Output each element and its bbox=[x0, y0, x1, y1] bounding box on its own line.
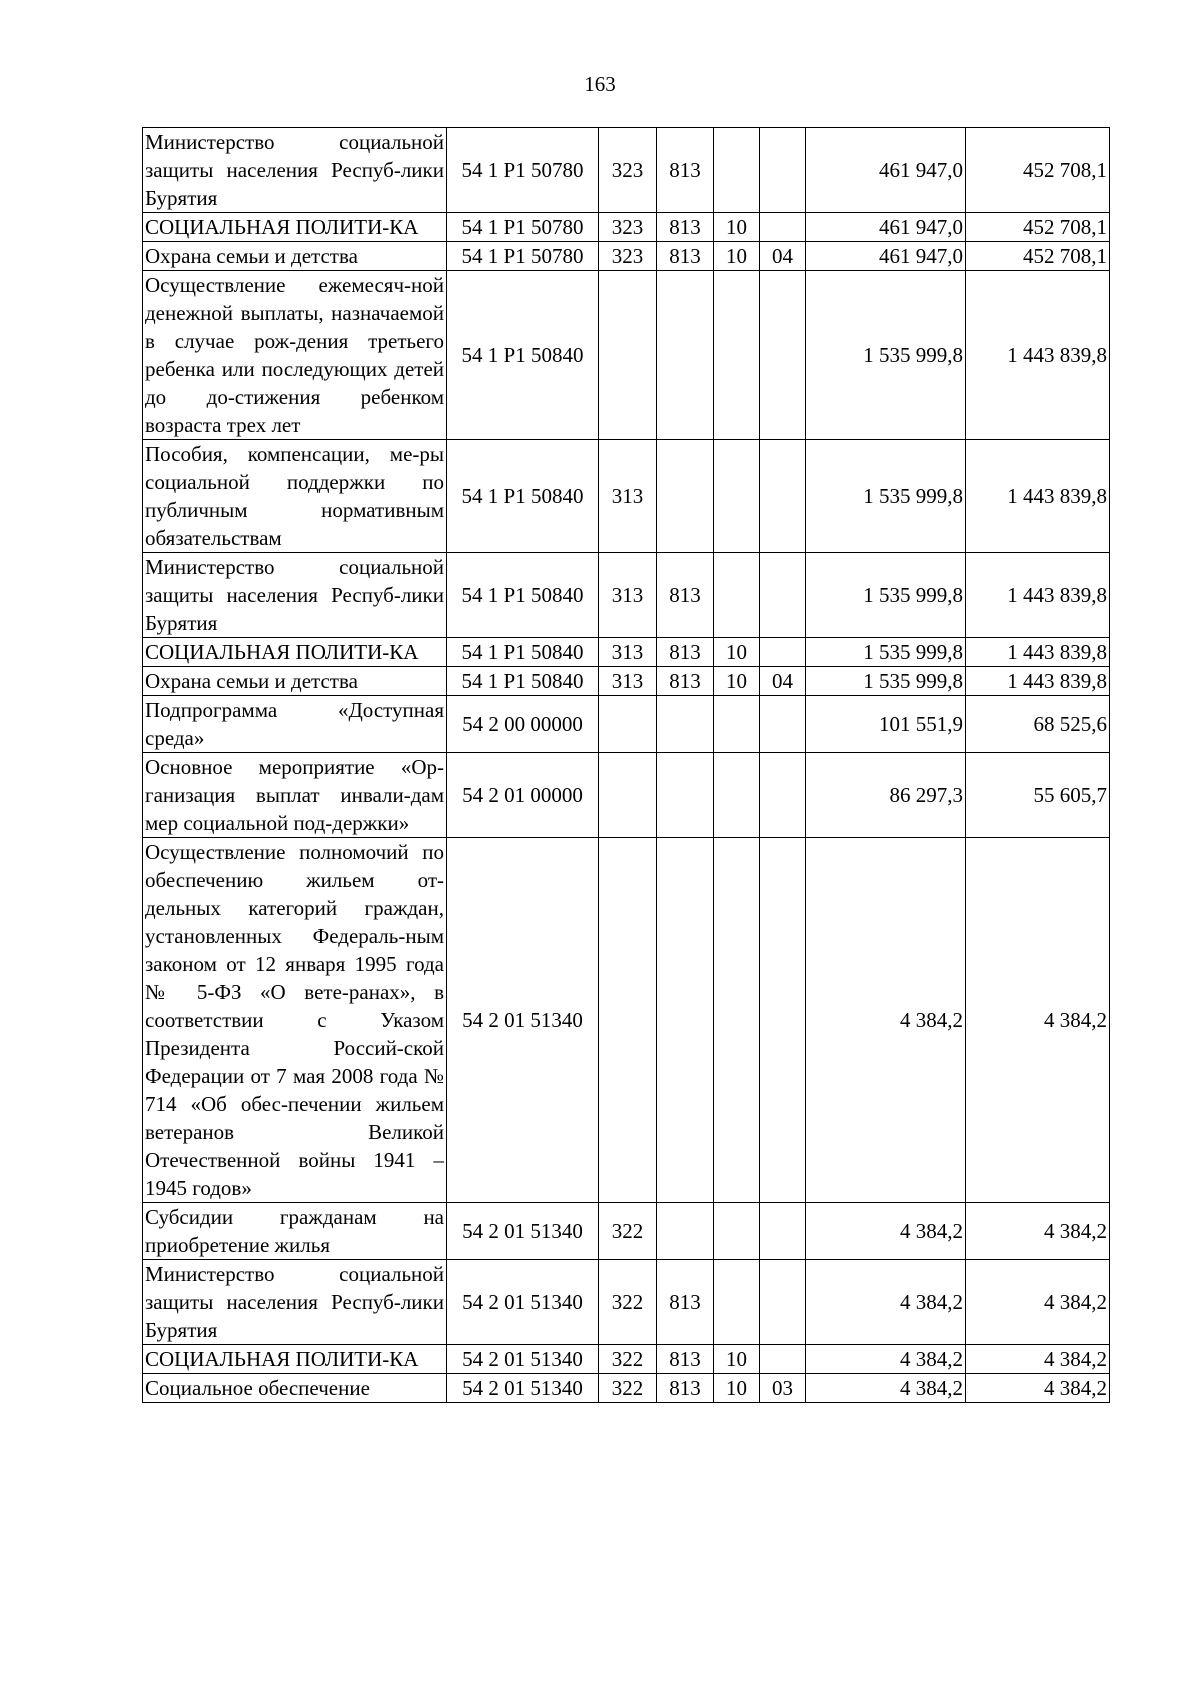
subsection-code-cell: 04 bbox=[760, 667, 806, 696]
row-name-cell: Министерство социальной защиты населения Респуб-лики Бурятия bbox=[143, 553, 447, 638]
target-article-code-cell: 54 1 P1 50840 bbox=[447, 440, 599, 553]
subsection-code-cell bbox=[760, 838, 806, 1203]
target-article-code-cell: 54 2 01 00000 bbox=[447, 753, 599, 838]
amount-year-2-cell: 4 384,2 bbox=[966, 1345, 1110, 1374]
administrator-code-cell: 813 bbox=[657, 128, 714, 213]
table-row bbox=[143, 696, 1110, 753]
amount-year-2-cell: 452 708,1 bbox=[966, 128, 1110, 213]
subsection-code-cell bbox=[760, 696, 806, 753]
amount-year-1-cell: 1 535 999,8 bbox=[806, 440, 966, 553]
subsection-code-cell bbox=[760, 271, 806, 440]
subsection-code-cell: 03 bbox=[760, 1374, 806, 1403]
expense-type-cell: 322 bbox=[599, 1345, 657, 1374]
subsection-code-cell bbox=[760, 638, 806, 667]
amount-year-1-cell: 461 947,0 bbox=[806, 128, 966, 213]
row-name-cell: Осуществление полномочий по обеспечению жильем от-дельных категорий граждан, установленных Федераль-ным законом от 12 января 1995 года № 5-ФЗ «О вете-ранах», в соответствии с Указом Президента Россий-ской Федерации от 7 мая 2008 года № 714 «Об обес-печении жильем ветеранов Великой Отечественной войны 1941 – 1945 годов» bbox=[143, 838, 447, 1203]
target-article-code-cell: 54 1 P1 50840 bbox=[447, 667, 599, 696]
table-row bbox=[143, 553, 1110, 638]
administrator-code-cell: 813 bbox=[657, 213, 714, 242]
subsection-code-cell bbox=[760, 128, 806, 213]
administrator-code-cell bbox=[657, 753, 714, 838]
amount-year-2-cell: 55 605,7 bbox=[966, 753, 1110, 838]
section-code-cell bbox=[714, 838, 760, 1203]
amount-year-1-cell: 4 384,2 bbox=[806, 838, 966, 1203]
amount-year-2-cell: 4 384,2 bbox=[966, 1203, 1110, 1260]
row-name-cell: СОЦИАЛЬНАЯ ПОЛИТИ-КА bbox=[143, 638, 447, 667]
subsection-code-cell bbox=[760, 553, 806, 638]
amount-year-2-cell: 4 384,2 bbox=[966, 1260, 1110, 1345]
row-name-cell: Субсидии гражданам на приобретение жилья bbox=[143, 1203, 447, 1260]
expense-type-cell: 313 bbox=[599, 553, 657, 638]
row-name-cell: СОЦИАЛЬНАЯ ПОЛИТИ-КА bbox=[143, 1345, 447, 1374]
amount-year-2-cell: 452 708,1 bbox=[966, 242, 1110, 271]
section-code-cell: 10 bbox=[714, 213, 760, 242]
administrator-code-cell bbox=[657, 271, 714, 440]
amount-year-1-cell: 461 947,0 bbox=[806, 213, 966, 242]
amount-year-1-cell: 1 535 999,8 bbox=[806, 553, 966, 638]
row-name-cell: Охрана семьи и детства bbox=[143, 667, 447, 696]
expense-type-cell: 322 bbox=[599, 1374, 657, 1403]
amount-year-2-cell: 1 443 839,8 bbox=[966, 553, 1110, 638]
target-article-code-cell: 54 2 01 51340 bbox=[447, 838, 599, 1203]
row-name-cell: Осуществление ежемесяч-ной денежной выплаты, назначаемой в случае рож-дения третьего ребенка или последующих детей до до-стижения ребенком возраста трех лет bbox=[143, 271, 447, 440]
section-code-cell bbox=[714, 1203, 760, 1260]
administrator-code-cell: 813 bbox=[657, 553, 714, 638]
amount-year-1-cell: 1 535 999,8 bbox=[806, 667, 966, 696]
section-code-cell bbox=[714, 553, 760, 638]
section-code-cell bbox=[714, 440, 760, 553]
target-article-code-cell: 54 2 01 51340 bbox=[447, 1374, 599, 1403]
amount-year-1-cell: 4 384,2 bbox=[806, 1374, 966, 1403]
administrator-code-cell: 813 bbox=[657, 242, 714, 271]
expense-type-cell: 322 bbox=[599, 1260, 657, 1345]
amount-year-2-cell: 452 708,1 bbox=[966, 213, 1110, 242]
table-row bbox=[143, 128, 1110, 213]
row-name-cell: Подпрограмма «Доступная среда» bbox=[143, 696, 447, 753]
target-article-code-cell: 54 2 01 51340 bbox=[447, 1345, 599, 1374]
section-code-cell: 10 bbox=[714, 1345, 760, 1374]
table-row bbox=[143, 1203, 1110, 1260]
table-body bbox=[143, 128, 1110, 1403]
target-article-code-cell: 54 1 P1 50840 bbox=[447, 553, 599, 638]
target-article-code-cell: 54 1 P1 50780 bbox=[447, 213, 599, 242]
target-article-code-cell: 54 1 P1 50780 bbox=[447, 128, 599, 213]
expense-type-cell bbox=[599, 271, 657, 440]
subsection-code-cell bbox=[760, 1203, 806, 1260]
amount-year-2-cell: 1 443 839,8 bbox=[966, 667, 1110, 696]
expense-type-cell: 323 bbox=[599, 242, 657, 271]
section-code-cell: 10 bbox=[714, 242, 760, 271]
target-article-code-cell: 54 2 01 51340 bbox=[447, 1260, 599, 1345]
row-name-cell: Охрана семьи и детства bbox=[143, 242, 447, 271]
amount-year-1-cell: 4 384,2 bbox=[806, 1203, 966, 1260]
amount-year-1-cell: 4 384,2 bbox=[806, 1260, 966, 1345]
expense-type-cell: 323 bbox=[599, 213, 657, 242]
target-article-code-cell: 54 1 P1 50840 bbox=[447, 638, 599, 667]
expense-type-cell: 323 bbox=[599, 128, 657, 213]
target-article-code-cell: 54 2 01 51340 bbox=[447, 1203, 599, 1260]
table-row bbox=[143, 638, 1110, 667]
table-row bbox=[143, 753, 1110, 838]
amount-year-1-cell: 101 551,9 bbox=[806, 696, 966, 753]
amount-year-1-cell: 4 384,2 bbox=[806, 1345, 966, 1374]
amount-year-1-cell: 461 947,0 bbox=[806, 242, 966, 271]
table-row bbox=[143, 242, 1110, 271]
page-number: 163 bbox=[584, 72, 616, 96]
section-code-cell: 10 bbox=[714, 667, 760, 696]
amount-year-1-cell: 86 297,3 bbox=[806, 753, 966, 838]
table-row bbox=[143, 1374, 1110, 1403]
administrator-code-cell: 813 bbox=[657, 1260, 714, 1345]
subsection-code-cell: 04 bbox=[760, 242, 806, 271]
administrator-code-cell: 813 bbox=[657, 638, 714, 667]
subsection-code-cell bbox=[760, 1345, 806, 1374]
section-code-cell bbox=[714, 271, 760, 440]
amount-year-2-cell: 1 443 839,8 bbox=[966, 638, 1110, 667]
subsection-code-cell bbox=[760, 753, 806, 838]
row-name-cell: Основное мероприятие «Ор-ганизация выплат инвали-дам мер социальной под-держки» bbox=[143, 753, 447, 838]
table-row bbox=[143, 838, 1110, 1203]
administrator-code-cell bbox=[657, 696, 714, 753]
amount-year-1-cell: 1 535 999,8 bbox=[806, 638, 966, 667]
subsection-code-cell bbox=[760, 1260, 806, 1345]
table-row bbox=[143, 271, 1110, 440]
expense-type-cell bbox=[599, 838, 657, 1203]
amount-year-2-cell: 4 384,2 bbox=[966, 838, 1110, 1203]
administrator-code-cell: 813 bbox=[657, 1345, 714, 1374]
row-name-cell: Пособия, компенсации, ме-ры социальной поддержки по публичным нормативным обязательствам bbox=[143, 440, 447, 553]
table-row bbox=[143, 440, 1110, 553]
subsection-code-cell bbox=[760, 440, 806, 553]
row-name-cell: Социальное обеспечение bbox=[143, 1374, 447, 1403]
expense-type-cell: 313 bbox=[599, 440, 657, 553]
table-row bbox=[143, 667, 1110, 696]
target-article-code-cell: 54 2 00 00000 bbox=[447, 696, 599, 753]
administrator-code-cell: 813 bbox=[657, 667, 714, 696]
expense-type-cell: 313 bbox=[599, 638, 657, 667]
budget-table bbox=[142, 127, 1110, 1403]
administrator-code-cell bbox=[657, 440, 714, 553]
amount-year-2-cell: 4 384,2 bbox=[966, 1374, 1110, 1403]
administrator-code-cell bbox=[657, 838, 714, 1203]
expense-type-cell bbox=[599, 753, 657, 838]
table-row bbox=[143, 213, 1110, 242]
section-code-cell bbox=[714, 753, 760, 838]
section-code-cell bbox=[714, 1260, 760, 1345]
table-row bbox=[143, 1345, 1110, 1374]
administrator-code-cell bbox=[657, 1203, 714, 1260]
expense-type-cell bbox=[599, 696, 657, 753]
target-article-code-cell: 54 1 P1 50840 bbox=[447, 271, 599, 440]
amount-year-2-cell: 1 443 839,8 bbox=[966, 440, 1110, 553]
table-row bbox=[143, 1260, 1110, 1345]
section-code-cell bbox=[714, 128, 760, 213]
row-name-cell: Министерство социальной защиты населения Респуб-лики Бурятия bbox=[143, 128, 447, 213]
section-code-cell: 10 bbox=[714, 638, 760, 667]
expense-type-cell: 322 bbox=[599, 1203, 657, 1260]
amount-year-2-cell: 68 525,6 bbox=[966, 696, 1110, 753]
row-name-cell: СОЦИАЛЬНАЯ ПОЛИТИ-КА bbox=[143, 213, 447, 242]
row-name-cell: Министерство социальной защиты населения Респуб-лики Бурятия bbox=[143, 1260, 447, 1345]
amount-year-2-cell: 1 443 839,8 bbox=[966, 271, 1110, 440]
section-code-cell: 10 bbox=[714, 1374, 760, 1403]
section-code-cell bbox=[714, 696, 760, 753]
amount-year-1-cell: 1 535 999,8 bbox=[806, 271, 966, 440]
administrator-code-cell: 813 bbox=[657, 1374, 714, 1403]
subsection-code-cell bbox=[760, 213, 806, 242]
target-article-code-cell: 54 1 P1 50780 bbox=[447, 242, 599, 271]
expense-type-cell: 313 bbox=[599, 667, 657, 696]
